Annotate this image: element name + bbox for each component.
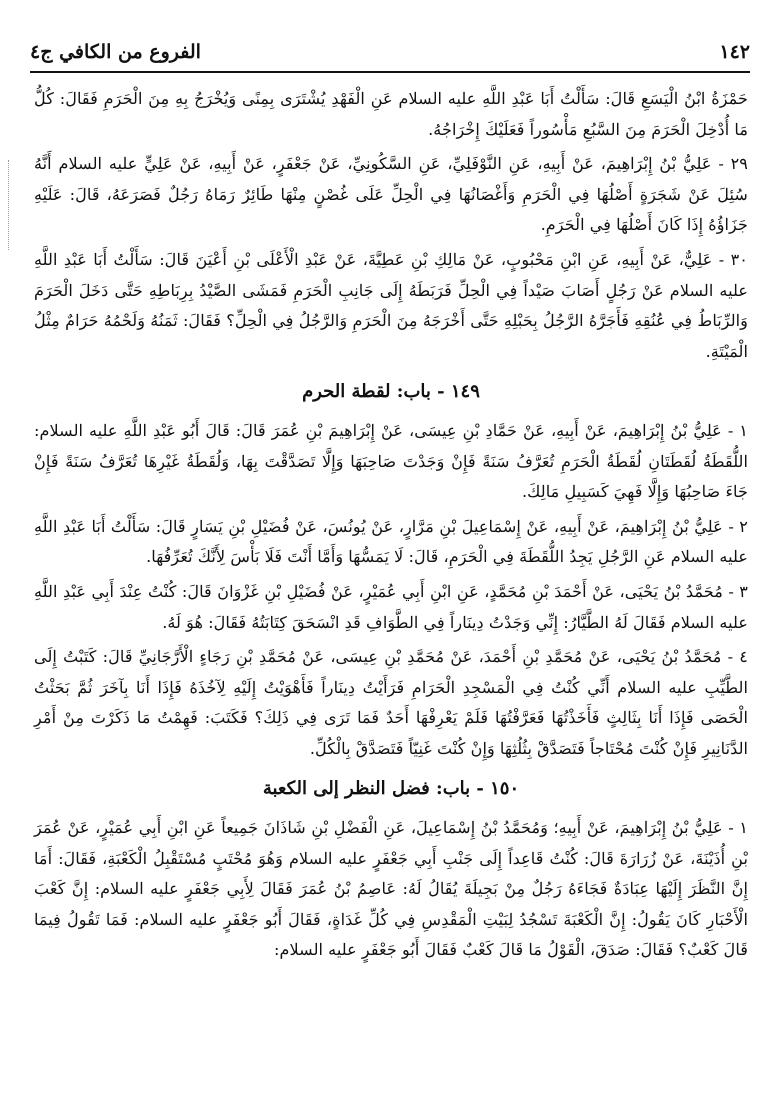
hadith-paragraph: ٢٩ - عَلِيُّ بْنُ إِبْرَاهِيمَ، عَنْ أَبِيهِ، عَنِ النَّوْفَلِيِّ، عَنِ السَّكُونِيِّ، عَنْ جَعْفَرٍ، عَنْ أَبِيهِ، عَنْ عَلِيٍّ عليه السلام أَنَّهُ سُئِلَ عَنْ شَجَرَةٍ أَصْلُهَا فِي الْحَرَمِ وَأَغْصَانُهَا فِي الْحِلِّ عَلَى غُصْنٍ مِنْهَا طَائِرٌ رَمَاهُ رَجُلٌ فَصَرَعَهُ، قَالَ: عَلَيْهِ جَزَاؤُهُ إِذَا كَانَ أَصْلُهَا فِي الْحَرَمِ. xyxy=(34,154,748,235)
hadith-paragraph: حَمْزَةُ ابْنُ الْيَسَعِ قَالَ: سَأَلْتُ أَبَا عَبْدِ اللَّهِ عليه السلام عَنِ الْفَهْدِ يُشْتَرَى بِمِنًى وَيُخْرَجُ بِهِ مِنَ الْحَرَمِ فَقَالَ: كُلُّ مَا أُدْخِلَ الْحَرَمَ مِنَ السَّبُعِ مَأْسُوراً فَعَلَيْكَ إِخْرَاجُهُ. xyxy=(34,89,748,139)
hadith-paragraph: ٣٠ - عَلِيٌّ، عَنْ أَبِيهِ، عَنِ ابْنِ مَحْبُوبٍ، عَنْ مَالِكِ بْنِ عَطِيَّةَ، عَنْ عَبْدِ الْأَعْلَى بْنِ أَعْيَنَ قَالَ: سَأَلْتُ أَبَا عَبْدِ اللَّهِ عليه السلام عَنْ رَجُلٍ أَصَابَ صَيْداً فِي الْحِلِّ فَرَبَطَهُ إِلَى جَانِبِ الْحَرَمِ فَمَشَى الصَّيْدُ بِرِبَاطِهِ حَتَّى دَخَلَ الْحَرَمَ وَالرِّبَاطُ فِي عُنُقِهِ فَأَجَرَّهُ الرَّجُلُ بِحَبْلِهِ حَتَّى أَخْرَجَهُ مِنَ الْحَرَمِ وَالرَّجُلُ فِي الْحِلِّ؟ فَقَالَ: ثَمَنُهُ وَلَحْمُهُ حَرَامٌ مِثْلُ الْمَيْتَةِ. xyxy=(34,249,748,361)
page-body xyxy=(34,84,748,970)
page-number: ١٤٢ xyxy=(719,41,750,63)
hadith-paragraph: ٤ - مُحَمَّدُ بْنُ يَحْيَى، عَنْ مُحَمَّدِ بْنِ أَحْمَدَ، عَنْ مُحَمَّدِ بْنِ عِيسَى، عَنْ مُحَمَّدِ بْنِ رَجَاءٍ الْأَرَّجَانِيِّ قَالَ: كَتَبْتُ إِلَى الطَّيِّبِ عليه السلام أَنِّي كُنْتُ فِي الْمَسْجِدِ الْحَرَامِ فَرَأَيْتُ دِينَاراً فَأَهْوَيْتُ إِلَيْهِ لِآخُذَهُ فَإِذَا أَنَا بِآخَرَ ثُمَّ بَحَثْتُ الْحَصَى فَإِذَا أَنَا بِثَالِثٍ فَأَخَذْتُهَا فَعَرَّفْتُهَا فَلَمْ يَعْرِفْهَا أَحَدٌ فَمَا تَرَى فِي ذَلِكَ؟ فَكَتَبَ: فَهِمْتُ مَا ذَكَرْتَ مِنْ أَمْرِ الدَّنَانِيرِ فَإِنْ كُنْتَ مُحْتَاجاً فَتَصَدَّقْ بِثُلُثِهَا وَإِنْ كُنْتَ غَنِيّاً فَتَصَدَّقْ بِالْكُلِّ. xyxy=(34,647,748,758)
hadith-paragraph: ٢ - عَلِيُّ بْنُ إِبْرَاهِيمَ، عَنْ أَبِيهِ، عَنْ إِسْمَاعِيلَ بْنِ مَرَّارٍ، عَنْ يُونُسَ، عَنْ فُضَيْلِ بْنِ يَسَارٍ قَالَ: سَأَلْتُ أَبَا عَبْدِ اللَّهِ عليه السلام عَنِ الرَّجُلِ يَجِدُ اللُّقَطَةَ فِي الْحَرَمِ، قَالَ: لَا يَمَسُّهَا وَأَمَّا أَنْتَ فَلَا بَأْسَ لِأَنَّكَ تُعَرِّفُهَا. xyxy=(34,516,748,567)
chapter-heading: ١٤٩ - باب: لقطة الحرم xyxy=(302,381,480,403)
margin-mark xyxy=(8,160,10,250)
hadith-paragraph: ١ - عَلِيُّ بْنُ إِبْرَاهِيمَ، عَنْ أَبِيهِ؛ وَمُحَمَّدُ بْنُ إِسْمَاعِيلَ، عَنِ الْفَضْلِ بْنِ شَاذَانَ جَمِيعاً عَنِ ابْنِ أَبِي عُمَيْرٍ، عَنْ عُمَرَ بْنِ أُذَيْنَةَ، عَنْ زُرَارَةَ قَالَ: كُنْتُ قَاعِداً إِلَى جَنْبِ أَبِي جَعْفَرٍ عليه السلام وَهُوَ مُحْتَبٍ مُسْتَقْبِلُ الْكَعْبَةِ، فَقَالَ: أَمَا إِنَّ النَّظَرَ إِلَيْهَا عِبَادَةٌ فَجَاءَهُ رَجُلٌ مِنْ بَجِيلَةَ يُقَالُ لَهُ: عَاصِمُ بْنُ عُمَرَ فَقَالَ لِأَبِي جَعْفَرٍ عليه السلام: إِنَّ كَعْبَ الْأَحْبَارِ كَانَ يَقُولُ: إِنَّ الْكَعْبَةَ تَسْجُدُ لِبَيْتِ الْمَقْدِسِ فِي كُلِّ غَدَاةٍ، فَقَالَ أَبُو جَعْفَرٍ عليه السلام: فَمَا تَقُولُ فِيمَا قَالَ كَعْبٌ؟ فَقَالَ: صَدَقَ، الْقَوْلُ مَا قَالَ كَعْبٌ فَقَالَ أَبُو جَعْفَرٍ عليه السلام: xyxy=(34,818,748,960)
header-divider xyxy=(30,71,750,73)
page-header xyxy=(30,38,750,66)
chapter-heading: ١٥٠ - باب: فضل النظر إلى الكعبة xyxy=(262,778,520,800)
running-title: الفروع من الكافي ج٤ xyxy=(30,41,201,63)
hadith-paragraph: ٣ - مُحَمَّدُ بْنُ يَحْيَى، عَنْ أَحْمَدَ بْنِ مُحَمَّدٍ، عَنِ ابْنِ أَبِي عُمَيْرٍ، عَنْ فُضَيْلِ بْنِ غَزْوَانَ قَالَ: كُنْتُ عِنْدَ أَبِي عَبْدِ اللَّهِ عليه السلام فَقَالَ لَهُ الطَّيَّارُ: إِنِّي وَجَدْتُ دِينَاراً فِي الطَّوَافِ قَدِ انْسَحَقَ كِتَابَتُهُ فَقَالَ: هُوَ لَهُ. xyxy=(34,581,748,632)
hadith-paragraph: ١ - عَلِيُّ بْنُ إِبْرَاهِيمَ، عَنْ أَبِيهِ، عَنْ حَمَّادِ بْنِ عِيسَى، عَنْ إِبْرَاهِيمَ بْنِ عُمَرَ قَالَ: قَالَ أَبُو عَبْدِ اللَّهِ عليه السلام: اللُّقَطَةُ لُقَطَتَانِ لُقَطَةُ الْحَرَمِ تُعَرَّفُ سَنَةً فَإِنْ وَجَدْتَ صَاحِبَهَا وَإِلَّا تَصَدَّقْتَ بِهَا، وَلُقَطَةُ غَيْرِهَا تُعَرَّفُ سَنَةً فَإِنْ جَاءَ صَاحِبُهَا وَإِلَّا فَهِيَ كَسَبِيلِ مَالِكَ. xyxy=(34,420,748,502)
